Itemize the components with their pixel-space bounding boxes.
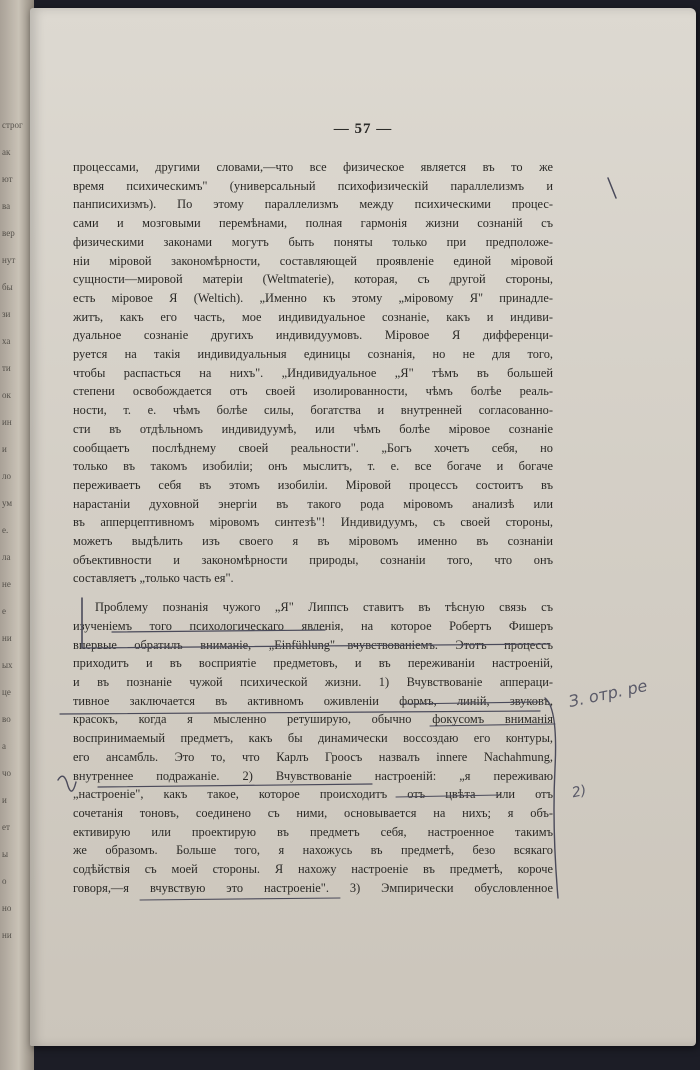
text-line: нарастаніи духовной энергіи въ такого рода міровомъ анализѣ или	[73, 496, 553, 511]
text-line: сти въ отдѣльномъ индивидуумѣ, или чѣмъ болѣе міровое сознаніе	[73, 421, 553, 436]
body-text	[73, 158, 553, 897]
left-page-fragment: вер	[2, 228, 15, 238]
text-line: чтобы распасться на нихъ". „Индивидуальное „Я" тѣмъ въ большей	[73, 365, 553, 380]
underline-8	[140, 898, 340, 900]
page-number: — 57 —	[333, 121, 393, 137]
text-line: тивное заключается въ активномъ оживленіи формъ, линій, звуковъ,	[73, 693, 553, 708]
text-line: сами и мозговыми перемѣнами, полная гармонія жизни сознаній съ	[73, 216, 553, 231]
text-line: ности, т. е. чѣмъ болѣе силы, богатства и внутренней согласованно-	[73, 403, 553, 418]
text-line: физическими законами могутъ быть поняты только при предположе-	[73, 234, 553, 249]
left-page-fragment: ют	[2, 174, 13, 184]
text-line: объективности и закономѣрности природы, сознаніи того, что онъ	[73, 552, 553, 567]
text-line: же образомъ. Больше того, я нахожусь въ предметѣ, безо всякаго	[73, 843, 553, 858]
text-line: „настроеніе", какъ такое, которое происходитъ отъ цвѣта или отъ	[73, 787, 553, 802]
text-line: составляетъ „только часть ея".	[73, 571, 234, 586]
text-line: содѣйствія съ моей стороны. Я нахожу настроеніе въ предметѣ, короче	[73, 862, 553, 877]
left-page-fragment: е	[2, 606, 6, 616]
text-line: изученіемъ того психологическаго явленія, на которое Робертъ Фишеръ	[73, 618, 553, 633]
left-page-fragment: ни	[2, 633, 12, 643]
left-page-fragment: а	[2, 741, 6, 751]
left-page-fragment: це	[2, 687, 11, 697]
text-line: можетъ выдѣлить изъ своего я въ міровомъ именно въ сознаніи	[73, 534, 553, 549]
text-line: и въ познаніе чужой психической жизни. 1) Вчувствованіе аппераци-	[73, 674, 553, 689]
text-line: руется на такія индивидуальныя единицы сознанія, но не для того,	[73, 347, 553, 362]
margin-pencil-note: З. отр. ре	[566, 675, 649, 712]
left-page-fragment: не	[2, 579, 11, 589]
margin-tick-top	[608, 178, 616, 198]
text-line: сущности—мировой матеріи (Weltmaterie), которая, съ другой стороны,	[73, 272, 553, 287]
text-line: ективирую или проектирую въ предметъ себя, настроенное такимъ	[73, 824, 553, 839]
text-line: приходитъ и въ восприятіе предметовъ, и въ переживаніи настроеній,	[73, 656, 553, 671]
left-page-fragment: ых	[2, 660, 13, 670]
left-page-fragment: и	[2, 444, 7, 454]
text-line: переживаетъ себя въ этомъ изобиліи. Міровой процессъ состоитъ въ	[73, 477, 553, 492]
left-page-fragment: ха	[2, 336, 11, 346]
left-page-fragment: е.	[2, 525, 9, 535]
left-page-fragment: чо	[2, 768, 12, 778]
left-page-fragment: зи	[2, 309, 11, 319]
text-line: сочетанія тоновъ, соединено съ ними, основывается на нихъ; я объ-	[73, 805, 553, 820]
book-page	[30, 8, 696, 1046]
left-page-fragment: ни	[2, 930, 12, 940]
text-line: въ апперцептивномъ міровомъ синтезѣ"! Индивидуумъ, съ своей стороны,	[73, 515, 553, 530]
text-line: сообщаетъ послѣднему своей реальности". „Богъ хочетъ себя, но	[73, 440, 553, 455]
text-line: дуальное сознаніе другихъ индивидуумовъ. Міровое Я дифференци-	[73, 328, 553, 343]
left-page-fragment: ок	[2, 390, 11, 400]
paragraph-gap	[73, 588, 553, 598]
text-line: время психическимъ" (универсальный психофизическій параллелизмъ и	[73, 178, 553, 193]
text-line: красокъ, когда я мысленно ретуширую, обычно фокусомъ вниманія	[73, 712, 553, 727]
margin-pencil-mark: 2)	[570, 782, 588, 802]
text-line: впервые обратилъ вниманіе, „Einfühlung"—вчувствованіемъ. Этотъ процессъ	[73, 637, 553, 652]
text-line: только въ такомъ изобиліи; онъ мыслитъ, т. е. все богаче и богаче	[73, 459, 553, 474]
left-page-fragment: о	[2, 876, 7, 886]
left-page-fragment: но	[2, 903, 12, 913]
left-page-fragment: бы	[2, 282, 13, 292]
text-line: его ансамбль. Это то, что Карлъ Гроосъ назвалъ innere Nachahmung,	[73, 749, 553, 764]
left-page-fragment: ак	[2, 147, 11, 157]
text-line: есть мiровое Я (Weltich). „Именно къ этому „міровому Я" принадле-	[73, 290, 553, 305]
text-line: панписихизмъ). По этому параллелизмъ между психическими процес-	[73, 197, 553, 212]
text-line: процессами, другими словами,—что все физическое является въ то же	[73, 160, 553, 174]
left-page-fragment: ум	[2, 498, 13, 508]
left-page-fragment: ло	[2, 471, 11, 481]
left-page-fragment: во	[2, 714, 11, 724]
left-page-fragment: ти	[2, 363, 11, 373]
left-page-fragment: ет	[2, 822, 10, 832]
text-line: ніи міровой закономѣрности, составляющей проявленіе единой міровой	[73, 253, 553, 268]
left-page-edge	[0, 0, 34, 1070]
text-line: говоря,—я вчувствую это настроеніе". 3) Эмпирически обусловленное	[73, 880, 553, 895]
left-page-fragment: нут	[2, 255, 16, 265]
text-line: житъ, какъ его часть, мое индивидуальное сознаніе, какъ и индиви-	[73, 309, 553, 324]
text-line: Проблему познанія чужого „Я" Липпсъ ставитъ въ тѣсную связь съ	[95, 600, 553, 615]
left-page-fragment: ин	[2, 417, 12, 427]
text-line: воспринимаемый предметъ, какъ бы динамически воссоздаю его контуры,	[73, 731, 553, 746]
left-page-fragment: и	[2, 795, 7, 805]
text-line: степени освобождается отъ своей изолированности, чѣмъ болѣе реаль-	[73, 384, 553, 399]
left-page-fragment: ы	[2, 849, 9, 859]
left-page-fragment: строг	[2, 120, 23, 130]
left-page-fragment: ва	[2, 201, 11, 211]
left-page-fragment: ла	[2, 552, 11, 562]
text-line: внутреннее подражаніе. 2) Вчувствованіе настроеній: „я переживаю	[73, 768, 553, 783]
